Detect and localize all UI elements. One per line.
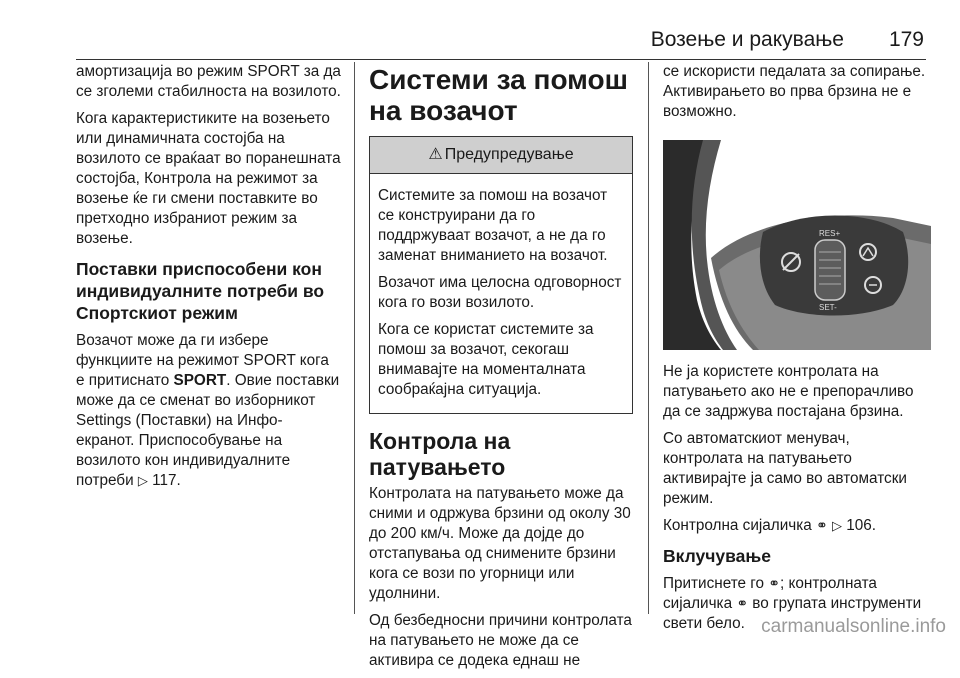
reference-triangle-icon: ▷: [832, 518, 842, 533]
cruise-control-icon: ⚭: [768, 576, 781, 592]
warning-body: [370, 174, 632, 413]
reference-triangle-icon: ▷: [137, 473, 148, 488]
paragraph: Од безбедносни причини контролата на патувањето не може да се активира се додека еднаш не: [369, 612, 632, 669]
steering-wheel-controls-image: [663, 140, 931, 350]
paragraph: Со автоматскиот менувач, контролата на патувањето активирајте ја само во автоматски режим.: [663, 430, 907, 507]
paragraph: Возачот има целосна одговорност кога го вози возилото.: [378, 274, 622, 311]
cruise-control-icon: ⚭: [816, 518, 828, 534]
column-divider: [354, 62, 355, 614]
paragraph: Контролата на патувањето може да сними и одржува брзини од околу 30 до 200 км/ч. Може да дојде до отстапувања од снимените брзини кога се вози по угорници или удолнини.: [369, 485, 631, 602]
column-right: [663, 62, 931, 641]
column-divider: [648, 62, 649, 614]
column-left: [76, 62, 341, 498]
warning-triangle-icon: ⚠: [428, 146, 443, 163]
paragraph: амортизација во режим SPORT за да се зголеми стабилноста на возилото.: [76, 63, 341, 100]
page-number: 179: [888, 28, 924, 51]
paragraph: Возачот може да ги избере функциите на режимот SPORT кога е притиснато SPORT. Овие поставки може да се сменат во изборникот Settings (Поставки) на Инфо-екранот. Приспособување на возилото кон индивидуалните потреби ▷ 117.: [76, 332, 340, 489]
section-heading: Системи за помош на возачот: [369, 64, 628, 126]
paragraph: Системите за помош на возачот се конструирани да го поддржуваат возачот, а не да го заменат вниманието на возачот.: [378, 187, 608, 264]
header-rule: [76, 59, 926, 60]
section-title: Возење и ракување: [650, 28, 844, 51]
sport-button-label: SPORT: [173, 372, 227, 389]
page-reference[interactable]: 117.: [152, 472, 181, 489]
paragraph: се искористи педалата за сопирање. Активирањето во прва брзина не е возможно.: [663, 63, 926, 120]
page-header: [0, 26, 960, 60]
section-heading-cruise-control: Контрола на патувањето: [369, 428, 511, 480]
subheading-switching-on: Вклучување: [663, 546, 771, 566]
column-middle: [369, 62, 633, 678]
set-label: SET-: [819, 303, 837, 312]
warning-box: [369, 136, 633, 414]
cruise-control-icon: ⚭: [736, 596, 749, 612]
paragraph: Притиснете го ⚭; контролната сијаличка ⚭ во групата инструменти свети бело.: [663, 575, 922, 632]
paragraph: Не ја користете контролата на патувањето ако не е препорачливо да се задржува постајана брзина.: [663, 363, 914, 420]
paragraph: Контролна сијаличка ⚭ ▷ 106.: [663, 517, 877, 534]
paragraph: Кога карактеристиките на возењето или динамичната состојба на возилото се враќаат во поранешната состојба, Контрола на режимот за возење ќе ги смени поставките во претходно избраниот режим за возење.: [76, 110, 341, 247]
res-label: RES+: [819, 229, 841, 238]
subheading-individual-settings: Поставки приспособени кон индивидуалните потреби во Спортскиот режим: [76, 259, 325, 323]
watermark: carmanualsonline.info: [761, 616, 946, 637]
page-reference[interactable]: 106.: [846, 517, 877, 534]
paragraph: Кога се користат системите за помош за возачот, секогаш внимавајте на моменталната сообраќајна ситуација.: [378, 321, 594, 398]
warning-title: ⚠ Предупредување: [370, 137, 632, 174]
